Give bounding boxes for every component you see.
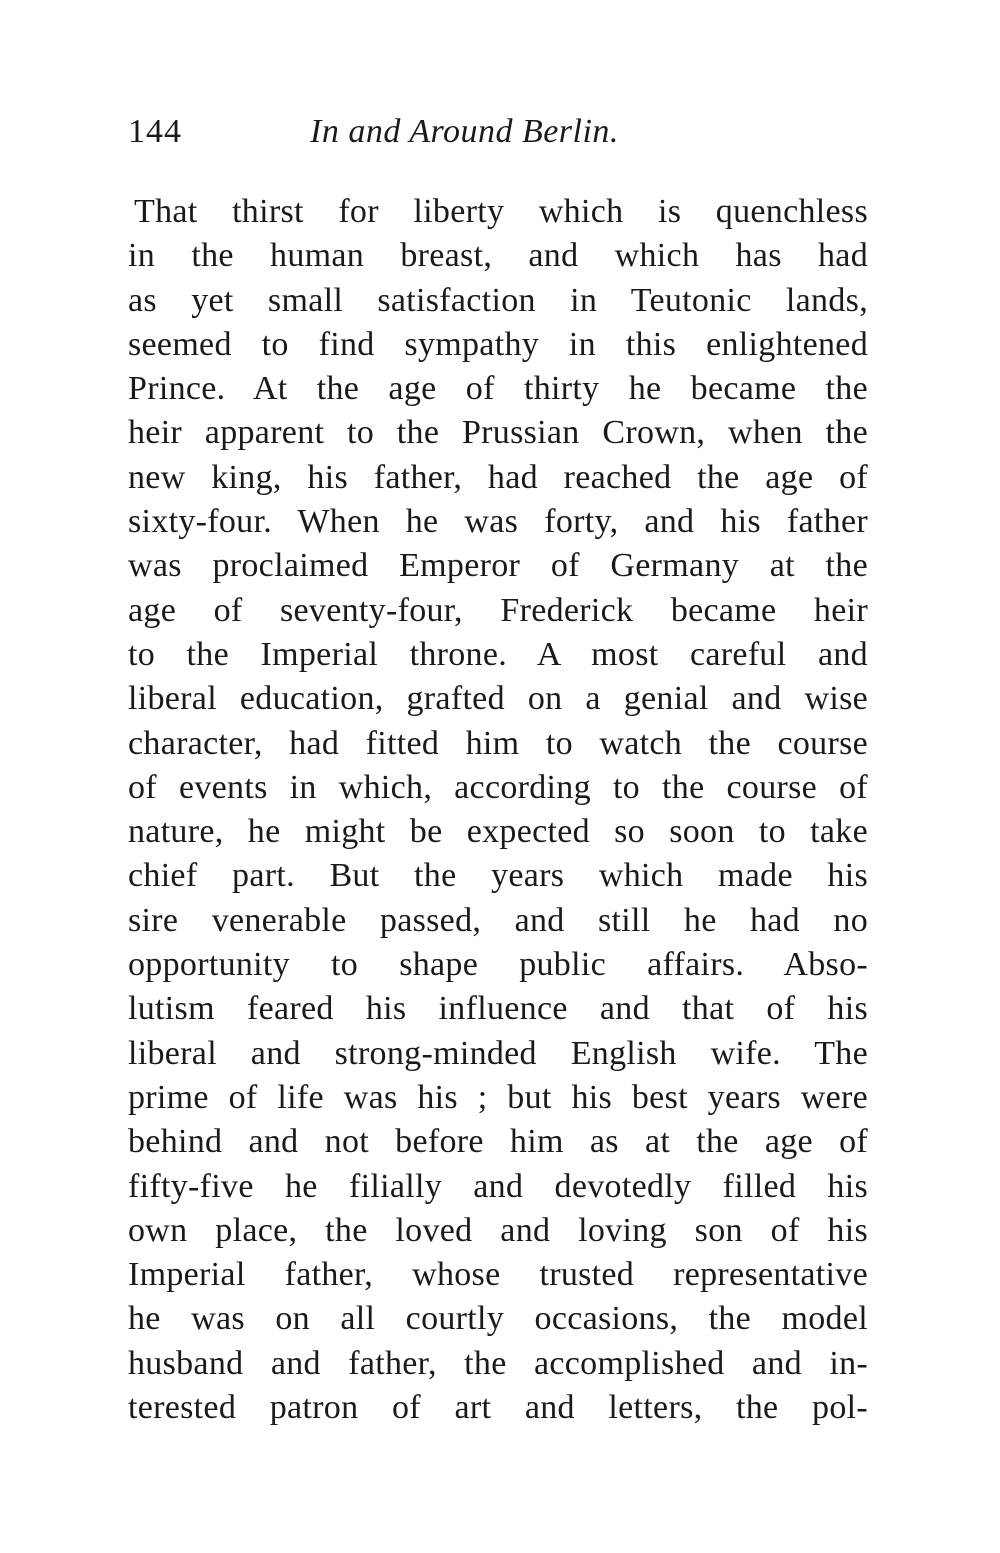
text-line: liberal and strong-minded English wife. The — [128, 1034, 868, 1072]
running-title: In and Around Berlin. — [310, 113, 619, 150]
text-line: heir apparent to the Prussian Crown, when the — [128, 414, 868, 452]
text-line: terested patron of art and letters, the pol- — [128, 1389, 868, 1427]
body-paragraph — [128, 190, 868, 1430]
text-line: prime of life was his ; but his best years were — [128, 1078, 868, 1116]
text-line: That thirst for liberty which is quenchless — [134, 193, 868, 230]
text-line: age of seventy-four, Frederick became heir — [128, 591, 868, 629]
text-line: character, had fitted him to watch the course — [128, 724, 868, 762]
text-line: sire venerable passed, and still he had no — [128, 901, 868, 939]
text-line: sixty-four. When he was forty, and his father — [128, 503, 868, 541]
text-line: of events in which, according to the course of — [128, 768, 868, 806]
text-line: Imperial father, whose trusted representative — [128, 1256, 868, 1294]
text-line: to the Imperial throne. A most careful and — [128, 635, 868, 673]
text-line: own place, the loved and loving son of his — [128, 1211, 868, 1249]
text-line: opportunity to shape public affairs. Abso- — [128, 946, 868, 984]
text-line: husband and father, the accomplished and in- — [128, 1344, 868, 1382]
page-number: 144 — [128, 113, 182, 150]
text-line: chief part. But the years which made his — [128, 857, 868, 895]
text-line: as yet small satisfaction in Teutonic lands, — [128, 281, 868, 319]
text-line: was proclaimed Emperor of Germany at the — [128, 547, 868, 585]
text-line: in the human breast, and which has had — [128, 237, 868, 275]
text-line: lutism feared his influence and that of his — [128, 990, 868, 1028]
text-line: new king, his father, had reached the age of — [128, 458, 868, 496]
text-line: fifty-five he filially and devotedly filled his — [128, 1167, 868, 1205]
text-line: nature, he might be expected so soon to take — [128, 813, 868, 851]
text-line: he was on all courtly occasions, the model — [128, 1300, 868, 1338]
text-line: liberal education, grafted on a genial and wise — [128, 680, 868, 718]
text-line: Prince. At the age of thirty he became the — [128, 370, 868, 408]
running-head — [128, 106, 868, 158]
text-line: behind and not before him as at the age of — [128, 1123, 868, 1161]
text-line: seemed to find sympathy in this enlightened — [128, 325, 868, 363]
